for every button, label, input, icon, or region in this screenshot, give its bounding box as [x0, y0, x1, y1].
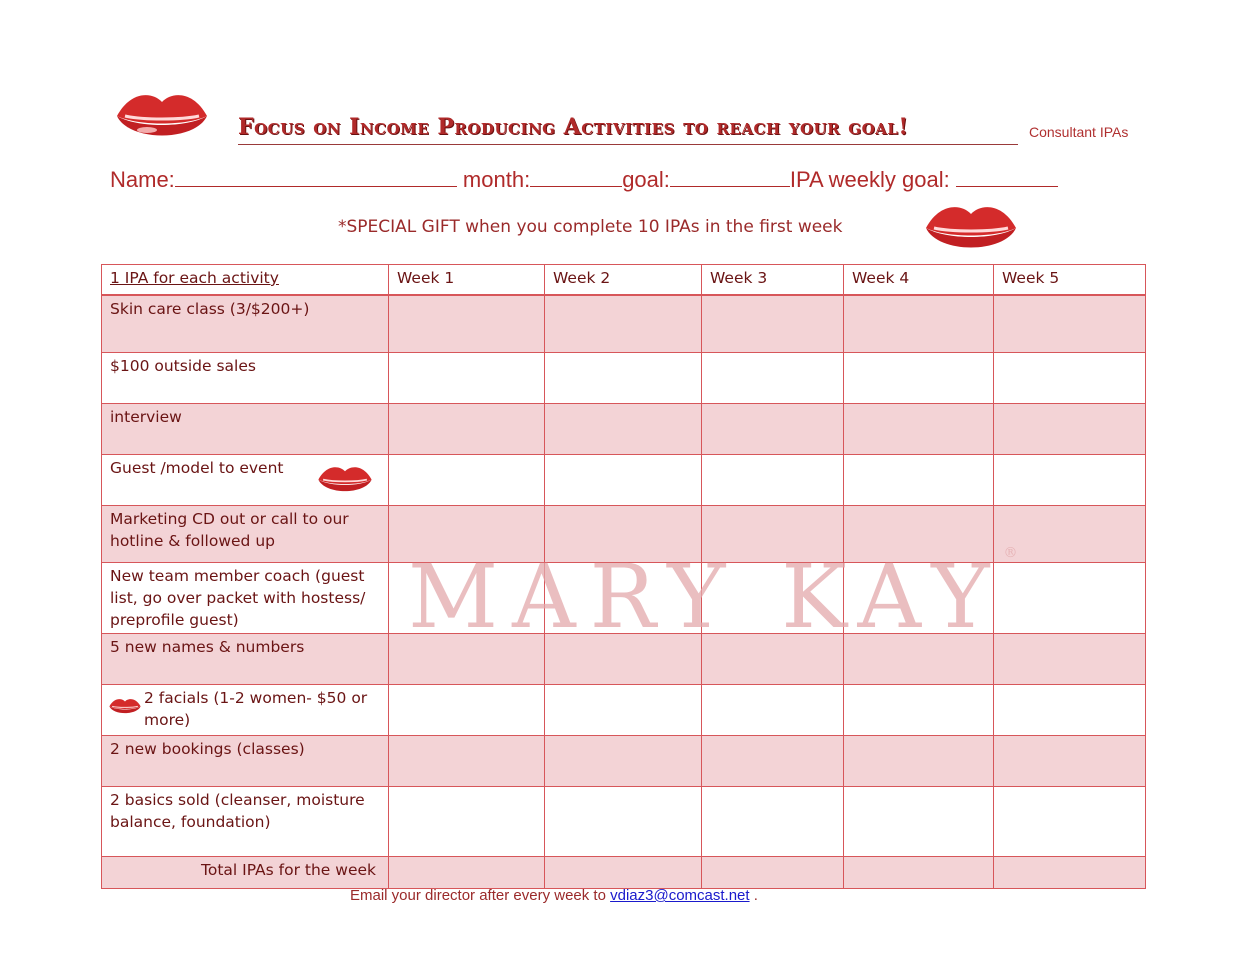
lips-icon: [316, 459, 374, 499]
week-cell[interactable]: [545, 454, 702, 505]
week-header: Week 1: [389, 265, 545, 296]
week-cell[interactable]: [994, 352, 1146, 403]
week-cell[interactable]: [545, 295, 702, 352]
table-row: [102, 633, 1146, 684]
table-header-row: [102, 265, 1146, 296]
ipa-weekly-goal-field[interactable]: [956, 166, 1058, 187]
table-row: [102, 352, 1146, 403]
week-cell[interactable]: [994, 633, 1146, 684]
week-cell[interactable]: [545, 684, 702, 735]
week-cell[interactable]: [844, 735, 994, 786]
activity-label: Marketing CD out or call to our hotline & followed up: [102, 505, 389, 562]
lips-icon: [108, 693, 142, 719]
week-header: Week 5: [994, 265, 1146, 296]
special-gift-note: *SPECIAL GIFT when you complete 10 IPAs in the first week: [338, 217, 843, 237]
month-label: month:: [462, 167, 531, 192]
activity-text: Guest /model to event: [110, 458, 284, 477]
activity-label: [102, 454, 389, 505]
week-cell[interactable]: [994, 454, 1146, 505]
name-label: Name:: [110, 167, 175, 192]
footer-text: Email your director after every week to: [350, 887, 606, 904]
lips-icon: [113, 86, 211, 144]
week-cell[interactable]: [702, 352, 844, 403]
week-cell[interactable]: [389, 295, 545, 352]
week-cell[interactable]: [702, 403, 844, 454]
week-cell[interactable]: [702, 454, 844, 505]
registered-mark: ®: [1003, 545, 1018, 561]
week-cell[interactable]: [844, 454, 994, 505]
week-header: Week 3: [702, 265, 844, 296]
week-cell[interactable]: [844, 684, 994, 735]
week-cell[interactable]: [844, 786, 994, 856]
month-field[interactable]: [530, 166, 622, 187]
week-cell[interactable]: [844, 403, 994, 454]
week-cell[interactable]: [844, 295, 994, 352]
lips-icon: [922, 194, 1020, 260]
week-cell[interactable]: [545, 352, 702, 403]
watermark-text: MARY KAY: [408, 545, 1004, 648]
week-cell[interactable]: [545, 735, 702, 786]
table-row: [102, 684, 1146, 735]
week-cell[interactable]: [702, 633, 844, 684]
week-cell[interactable]: [545, 562, 702, 633]
page-subtitle: Consultant IPAs: [1029, 124, 1129, 140]
week-cell[interactable]: [545, 505, 702, 562]
week-cell[interactable]: [545, 403, 702, 454]
title-underline: [238, 110, 1018, 145]
footer-note: [350, 887, 758, 904]
table-row: [102, 505, 1146, 562]
name-field[interactable]: [175, 166, 457, 187]
week-cell[interactable]: [702, 684, 844, 735]
total-row: [102, 856, 1146, 888]
activity-label: New team member coach (guest list, go over packet with hostess/ preprofile guest): [102, 562, 389, 633]
week-cell[interactable]: [702, 505, 844, 562]
week-cell[interactable]: [389, 735, 545, 786]
week-header: Week 2: [545, 265, 702, 296]
week-cell[interactable]: [994, 735, 1146, 786]
week-cell[interactable]: [389, 403, 545, 454]
week-cell[interactable]: [844, 562, 994, 633]
director-email-link[interactable]: vdiaz3@comcast.net: [610, 887, 750, 904]
week-cell[interactable]: [389, 454, 545, 505]
table-row: [102, 562, 1146, 633]
week-cell[interactable]: [545, 856, 702, 888]
week-cell[interactable]: [702, 735, 844, 786]
week-cell[interactable]: [844, 856, 994, 888]
week-cell[interactable]: [389, 352, 545, 403]
activity-label: $100 outside sales: [102, 352, 389, 403]
activity-label: 2 new bookings (classes): [102, 735, 389, 786]
week-cell[interactable]: [994, 403, 1146, 454]
form-fields-line: [110, 166, 1120, 193]
activity-text: 2 facials (1-2 women- $50 or more): [144, 688, 368, 729]
activity-column-header: 1 IPA for each activity: [102, 265, 389, 296]
week-cell[interactable]: [994, 295, 1146, 352]
week-cell[interactable]: [389, 786, 545, 856]
table-row: [102, 403, 1146, 454]
week-cell[interactable]: [389, 684, 545, 735]
week-cell[interactable]: [389, 633, 545, 684]
week-header: Week 4: [844, 265, 994, 296]
table-row: [102, 454, 1146, 505]
week-cell[interactable]: [545, 786, 702, 856]
page-title: Focus on Income Producing Activities to reach your goal!: [238, 114, 909, 140]
week-cell[interactable]: [702, 295, 844, 352]
activity-label: [102, 684, 389, 735]
ipa-table: [101, 264, 1146, 889]
week-cell[interactable]: [844, 505, 994, 562]
week-cell[interactable]: [389, 856, 545, 888]
week-cell[interactable]: [994, 562, 1146, 633]
week-cell[interactable]: [994, 505, 1146, 562]
ipa-weekly-goal-label: IPA weekly goal:: [789, 167, 950, 192]
activity-label: 5 new names & numbers: [102, 633, 389, 684]
table-row: [102, 295, 1146, 352]
week-cell[interactable]: [994, 786, 1146, 856]
table-row: [102, 735, 1146, 786]
week-cell[interactable]: [702, 562, 844, 633]
activity-label: interview: [102, 403, 389, 454]
week-cell[interactable]: [702, 786, 844, 856]
week-cell[interactable]: [844, 633, 994, 684]
week-cell[interactable]: [994, 856, 1146, 888]
goal-field[interactable]: [670, 166, 790, 187]
activity-label: Skin care class (3/$200+): [102, 295, 389, 352]
week-cell[interactable]: [545, 633, 702, 684]
week-cell[interactable]: [994, 684, 1146, 735]
footer-end: .: [753, 887, 758, 904]
activity-label: 2 basics sold (cleanser, moisture balance, foundation): [102, 786, 389, 856]
table-row: [102, 786, 1146, 856]
total-label: Total IPAs for the week: [102, 856, 389, 888]
week-cell[interactable]: [702, 856, 844, 888]
week-cell[interactable]: [389, 505, 545, 562]
week-cell[interactable]: [389, 562, 545, 633]
goal-label: goal:: [622, 167, 670, 192]
week-cell[interactable]: [844, 352, 994, 403]
